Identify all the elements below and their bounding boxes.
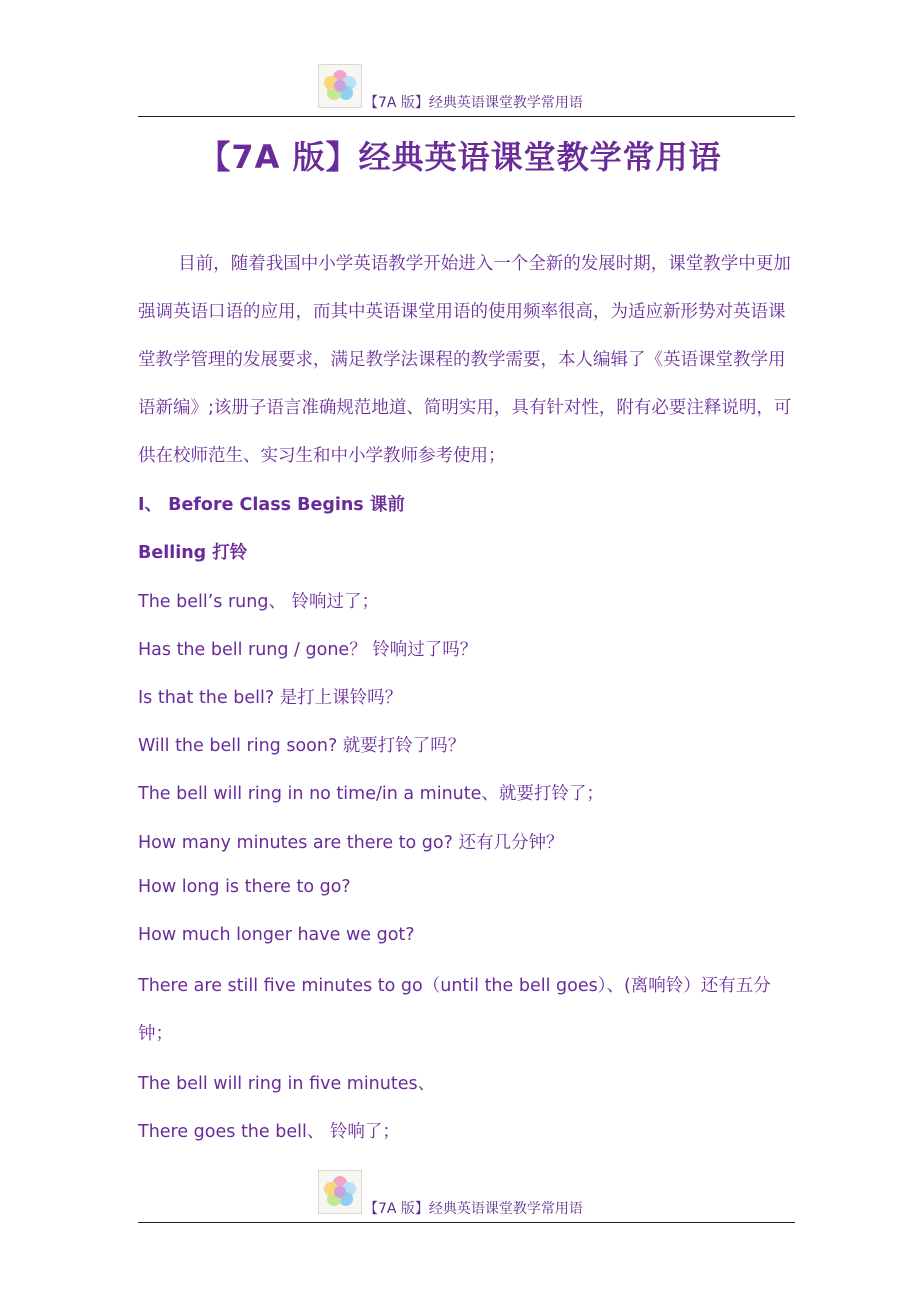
phrase-line: The bell will ring in no time/in a minute、就要打铃了； [138, 784, 604, 804]
document-title: 【7A 版】经典英语课堂教学常用语 [198, 138, 722, 176]
phrase-line: How long is there to go? [138, 877, 351, 897]
flower-logo-icon [318, 64, 362, 108]
phrase-line: Is that the bell? 是打上课铃吗？ [138, 688, 403, 708]
phrase-line: There are still five minutes to go（until the bell goes）、(离响铃）还有五分钟； [138, 976, 771, 1044]
phrase-line: The bell’s rung、 铃响过了； [138, 592, 380, 612]
section-heading: I、 Before Class Begins 课前 [138, 495, 405, 515]
phrase-line: How many minutes are there to go? 还有几分钟？ [138, 833, 564, 853]
footer-running-title: 【7A 版】经典英语课堂教学常用语 [364, 1201, 583, 1217]
phrase-line: How much longer have we got? [138, 925, 415, 945]
header-running-title: 【7A 版】经典英语课堂教学常用语 [364, 95, 583, 111]
sub-heading: Belling 打铃 [138, 543, 248, 563]
page-footer [138, 1170, 795, 1223]
flower-logo-icon [318, 1170, 362, 1214]
intro-paragraph: 目前，随着我国中小学英语教学开始进入一个全新的发展时期，课堂教学中更加强调英语口语的应用，而其中英语课堂用语的使用频率很高，为适应新形势对英语课堂教学管理的发展要求，满足教学法课程的教学需要，本人编辑了《英语课堂教学用语新编》;该册子语言准确规范地道、简明实用，具有针对性，附有必要注释说明，可供在校师范生、实习生和中小学教师参考使用； [138, 254, 792, 466]
phrase-line: The bell will ring in five minutes、 [138, 1074, 436, 1094]
phrase-line: There goes the bell、 铃响了； [138, 1122, 400, 1142]
phrase-line: Has the bell rung / gone？ 铃响过了吗？ [138, 640, 478, 660]
phrase-line: Will the bell ring soon? 就要打铃了吗？ [138, 736, 466, 756]
page-header [138, 64, 795, 117]
